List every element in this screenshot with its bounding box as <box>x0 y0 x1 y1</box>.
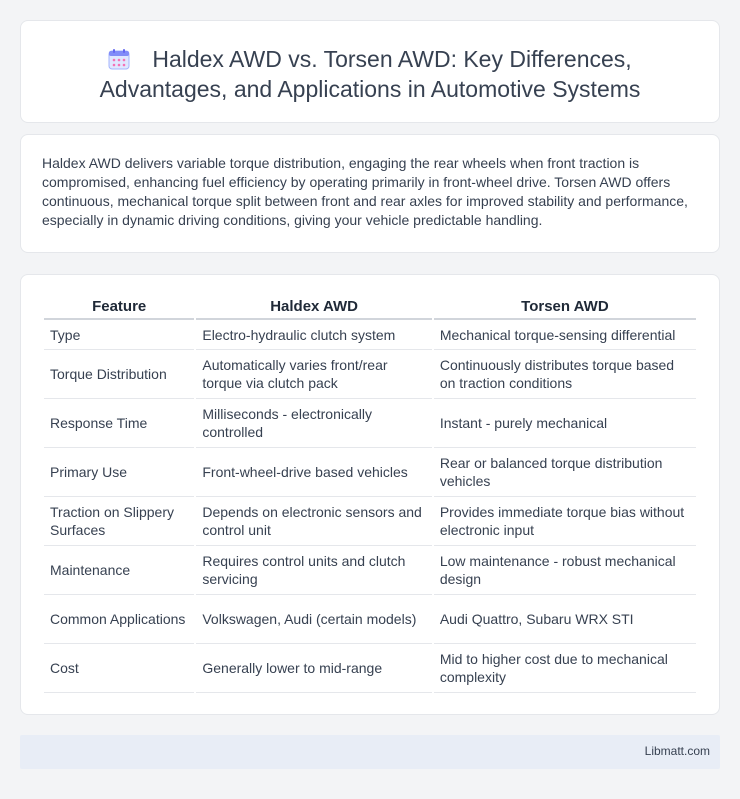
torsen-cell: Rear or balanced torque distribution vehicles <box>434 448 696 497</box>
table-row <box>44 546 696 595</box>
comparison-card <box>20 274 720 715</box>
feature-cell: Common Applications <box>44 595 194 644</box>
intro-paragraph: Haldex AWD delivers variable torque distribution, engaging the rear wheels when front traction is compromised, enhancing fuel efficiency by operating primarily in front-wheel drive. Torsen AWD offers continuous, mechanical torque split between front and rear axles for improved stability and performance, especially in dynamic driving conditions, giving your vehicle predictable handling. <box>42 155 688 228</box>
haldex-cell: Milliseconds - electronically controlled <box>196 399 431 448</box>
title-card <box>20 20 720 123</box>
feature-cell: Type <box>44 320 194 350</box>
torsen-cell: Audi Quattro, Subaru WRX STI <box>434 595 696 644</box>
haldex-cell: Generally lower to mid-range <box>196 644 431 693</box>
haldex-cell: Requires control units and clutch servicing <box>196 546 431 595</box>
header-feature: Feature <box>44 294 194 320</box>
header-torsen: Torsen AWD <box>434 294 696 320</box>
table-row <box>44 644 696 693</box>
footer <box>20 735 720 769</box>
table-row <box>44 497 696 546</box>
calendar-icon <box>108 48 130 70</box>
table-row <box>44 320 696 350</box>
feature-cell: Torque Distribution <box>44 350 194 399</box>
torsen-cell: Mechanical torque-sensing differential <box>434 320 696 350</box>
page-title <box>21 44 719 104</box>
haldex-cell: Depends on electronic sensors and control unit <box>196 497 431 546</box>
feature-cell: Primary Use <box>44 448 194 497</box>
torsen-cell: Instant - purely mechanical <box>434 399 696 448</box>
haldex-cell: Volkswagen, Audi (certain models) <box>196 595 431 644</box>
torsen-cell: Provides immediate torque bias without electronic input <box>434 497 696 546</box>
table-header-row <box>44 294 696 320</box>
intro-card <box>20 134 720 253</box>
haldex-cell: Electro-hydraulic clutch system <box>196 320 431 350</box>
table-row <box>44 399 696 448</box>
feature-cell: Cost <box>44 644 194 693</box>
title-line-1: Haldex AWD vs. Torsen AWD: Key Differences, <box>152 46 632 72</box>
feature-cell: Maintenance <box>44 546 194 595</box>
feature-cell: Response Time <box>44 399 194 448</box>
footer-brand[interactable]: Libmatt.com <box>644 744 710 758</box>
title-line-2: Advantages, and Applications in Automotive Systems <box>99 76 641 102</box>
comparison-table <box>42 294 698 693</box>
torsen-cell: Low maintenance - robust mechanical design <box>434 546 696 595</box>
haldex-cell: Front-wheel-drive based vehicles <box>196 448 431 497</box>
torsen-cell: Mid to higher cost due to mechanical complexity <box>434 644 696 693</box>
feature-cell: Traction on Slippery Surfaces <box>44 497 194 546</box>
table-row <box>44 448 696 497</box>
torsen-cell: Continuously distributes torque based on traction conditions <box>434 350 696 399</box>
header-haldex: Haldex AWD <box>196 294 431 320</box>
table-row <box>44 595 696 644</box>
table-row <box>44 350 696 399</box>
haldex-cell: Automatically varies front/rear torque via clutch pack <box>196 350 431 399</box>
